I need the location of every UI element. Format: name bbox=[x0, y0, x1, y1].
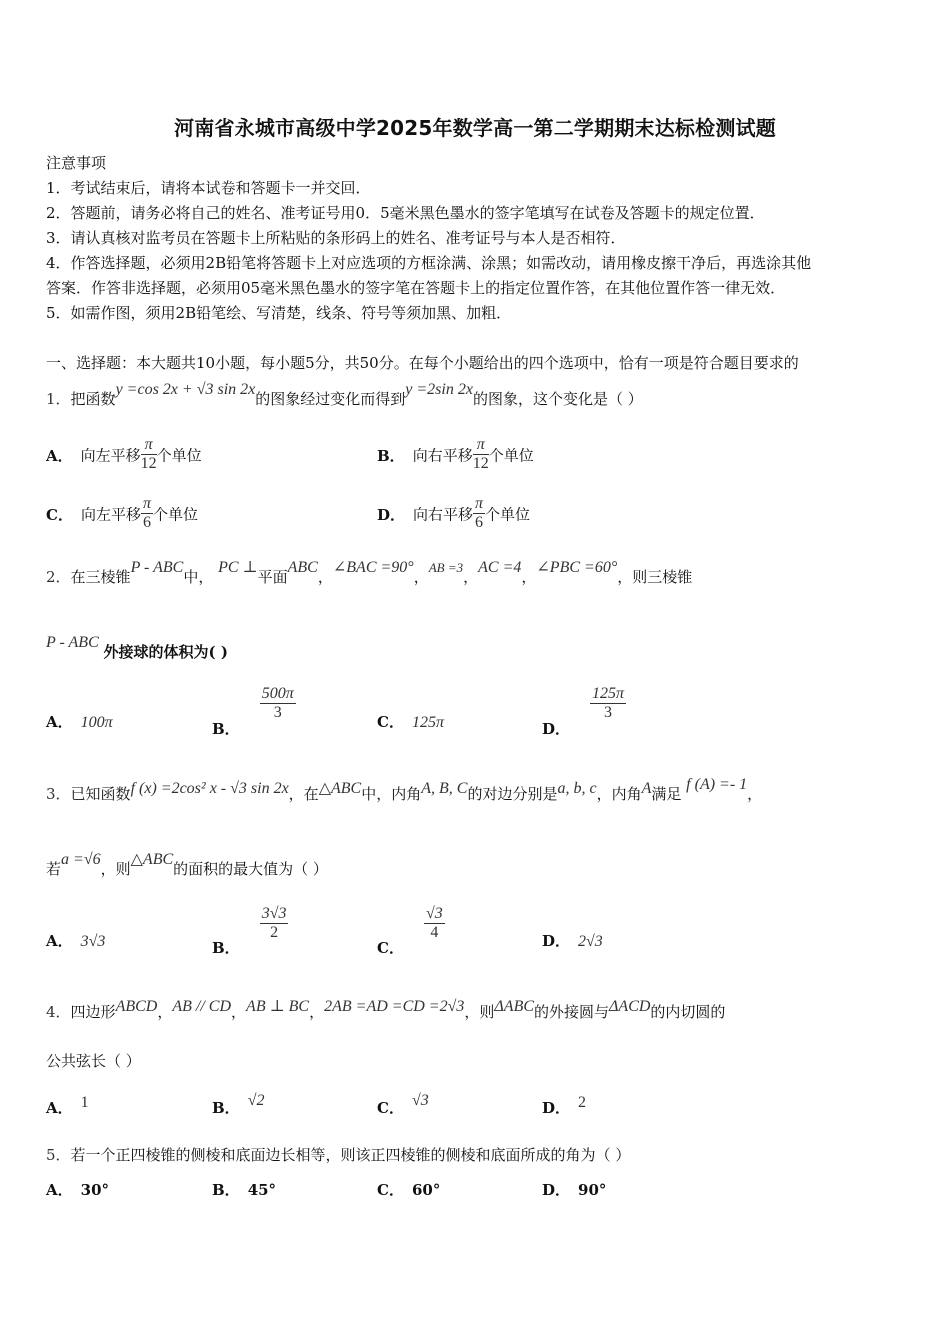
page-title: 河南省永城市高级中学2025年数学高一第二学期期末达标检测试题 bbox=[174, 116, 776, 140]
formula: ΔABC bbox=[494, 998, 535, 1015]
option-label: D． bbox=[542, 719, 571, 738]
option-b[interactable] bbox=[212, 1179, 276, 1200]
option-value: 45° bbox=[247, 1181, 277, 1199]
question-2 bbox=[46, 559, 693, 587]
formula: AB =3 bbox=[428, 560, 464, 575]
option-b[interactable] bbox=[212, 1092, 265, 1118]
notice-item: 3．请认真核对监考员在答题卡上所粘贴的条形码上的姓名、准考证号与本人是否相符． bbox=[46, 229, 626, 247]
formula: 2AB =AD =CD =2√3 bbox=[324, 998, 465, 1015]
fraction bbox=[590, 685, 626, 722]
option-value: 125π bbox=[411, 714, 444, 731]
option-value: 2√3 bbox=[578, 933, 603, 950]
question-text: 四边形 bbox=[70, 1003, 116, 1021]
formula: f (A) =- 1 bbox=[686, 776, 748, 793]
option-label: A． bbox=[46, 932, 73, 950]
fraction-denominator: 12 bbox=[472, 455, 489, 472]
notice-item: 2．答题前，请务必将自己的姓名、准考证号用0．5毫米黑色墨水的签字笔填写在试卷及答题卡的规定位置． bbox=[46, 204, 765, 222]
option-a[interactable] bbox=[46, 1094, 89, 1118]
question-text: ，内角 bbox=[596, 785, 642, 803]
option-d[interactable] bbox=[377, 497, 530, 534]
question-text: 中，内角 bbox=[361, 785, 422, 803]
fraction-numerator: π bbox=[142, 495, 151, 512]
question-text: 在三棱锥 bbox=[70, 568, 131, 586]
option-a[interactable] bbox=[46, 438, 202, 475]
option-text: 向左平移 bbox=[80, 446, 141, 465]
formula: A bbox=[641, 780, 652, 797]
option-c[interactable] bbox=[377, 711, 444, 732]
option-value: √2 bbox=[247, 1092, 265, 1109]
fraction-numerator: 125π bbox=[592, 685, 625, 702]
fraction-denominator: 6 bbox=[142, 514, 151, 531]
formula: AB ⊥ BC bbox=[246, 998, 310, 1015]
question-text: 平面 bbox=[257, 568, 288, 586]
question-1 bbox=[46, 381, 643, 409]
fraction bbox=[260, 685, 296, 722]
question-text: 的图象，这个变化是（ ） bbox=[472, 390, 643, 408]
formula: ΔACD bbox=[609, 998, 651, 1015]
formula: y =2sin 2x bbox=[405, 381, 473, 398]
formula: P - ABC bbox=[130, 559, 184, 576]
question-number: 5． bbox=[46, 1146, 71, 1164]
formula: △ABC bbox=[130, 851, 174, 868]
option-label: A． bbox=[46, 713, 73, 731]
fraction-denominator: 3 bbox=[273, 704, 282, 721]
option-text: 个单位 bbox=[488, 446, 534, 465]
question-text: ， bbox=[309, 1003, 325, 1021]
question-text: ， bbox=[317, 568, 333, 586]
question-text: ， bbox=[413, 568, 429, 586]
option-label: A． bbox=[46, 446, 73, 465]
option-c[interactable] bbox=[46, 497, 198, 534]
section-heading: 一、选择题：本大题共10小题，每小题5分，共50分。在每个小题给出的四个选项中，恰有一项是符合题目要求的 bbox=[46, 354, 799, 372]
question-number: 2． bbox=[46, 568, 71, 586]
formula: a, b, c bbox=[557, 780, 597, 797]
question-text: 外接球的体积为( ) bbox=[103, 643, 228, 661]
option-d[interactable] bbox=[542, 1179, 606, 1200]
option-label: C． bbox=[377, 713, 404, 731]
question-text: 若一个正四棱锥的侧棱和底面边长相等，则该正四棱锥的侧棱和底面所成的角为（ ） bbox=[70, 1146, 631, 1164]
question-text: 的外接圆与 bbox=[534, 1003, 610, 1021]
fraction-numerator: √3 bbox=[425, 905, 443, 922]
formula: P - ABC bbox=[46, 634, 99, 651]
option-text: 个单位 bbox=[485, 505, 531, 524]
option-d[interactable] bbox=[542, 930, 603, 951]
question-text: 的内切圆的 bbox=[650, 1003, 726, 1021]
question-text: 已知函数 bbox=[70, 785, 131, 803]
question-text: 若 bbox=[46, 860, 62, 878]
option-value: 2 bbox=[578, 1094, 587, 1111]
fraction-denominator: 3 bbox=[604, 704, 613, 721]
fraction-denominator: 6 bbox=[475, 514, 484, 531]
option-label: B． bbox=[212, 1099, 240, 1117]
option-label: C． bbox=[377, 1181, 404, 1199]
fraction bbox=[424, 905, 445, 942]
option-d[interactable] bbox=[542, 685, 626, 738]
question-text: ，则三棱锥 bbox=[617, 568, 693, 586]
question-text: ，则 bbox=[464, 1003, 495, 1021]
formula: ABCD bbox=[115, 998, 158, 1015]
option-text: 向左平移 bbox=[80, 505, 141, 524]
option-value: 100π bbox=[80, 714, 113, 731]
option-label: D． bbox=[542, 1099, 571, 1117]
option-label: A． bbox=[46, 1181, 73, 1199]
question-3-cont bbox=[46, 851, 328, 879]
notice-item: 1．考试结束后，请将本试卷和答题卡一并交回． bbox=[46, 179, 371, 197]
option-a[interactable] bbox=[46, 930, 105, 951]
notice-item: 4．作答选择题，必须用2B铅笔将答题卡上对应选项的方框涂满、涂黑；如需改动，请用橡皮擦干净后，再选涂其他 bbox=[46, 254, 812, 272]
question-text: 的面积的最大值为（ ） bbox=[173, 860, 328, 878]
option-label: D． bbox=[377, 505, 406, 524]
option-text: 向右平移 bbox=[413, 505, 474, 524]
fraction-denominator: 4 bbox=[430, 924, 439, 941]
question-text: ， bbox=[157, 1003, 173, 1021]
option-label: C． bbox=[377, 938, 404, 957]
formula: a =√6 bbox=[61, 851, 101, 868]
question-number: 1． bbox=[46, 390, 71, 408]
option-text: 向右平移 bbox=[412, 446, 473, 465]
option-value: √3 bbox=[411, 1092, 429, 1109]
formula: y =cos 2x + √3 sin 2x bbox=[115, 381, 256, 398]
option-label: C． bbox=[377, 1099, 404, 1117]
formula: A, B, C bbox=[421, 780, 468, 797]
formula: AB // CD bbox=[172, 998, 232, 1015]
option-label: B． bbox=[377, 446, 405, 465]
fraction-numerator: π bbox=[473, 436, 489, 455]
fraction-denominator: 12 bbox=[140, 455, 157, 472]
option-b[interactable] bbox=[212, 685, 296, 738]
fraction-numerator: π bbox=[475, 495, 484, 512]
question-text: ， bbox=[747, 785, 763, 803]
question-text: 的图象经过变化而得到 bbox=[255, 390, 406, 408]
question-text: ，在 bbox=[288, 785, 319, 803]
option-label: C． bbox=[46, 505, 73, 524]
option-value: 90° bbox=[578, 1181, 607, 1199]
question-text: ， bbox=[463, 568, 479, 586]
question-text: 把函数 bbox=[70, 390, 116, 408]
notice-heading: 注意事项 bbox=[46, 154, 107, 172]
option-d[interactable] bbox=[542, 1094, 587, 1118]
question-text: 的对边分别是 bbox=[467, 785, 558, 803]
formula: ∠PBC =60° bbox=[536, 559, 618, 576]
fraction bbox=[473, 436, 489, 473]
option-label: B． bbox=[212, 1181, 240, 1199]
question-text: ， bbox=[521, 568, 537, 586]
fraction bbox=[473, 495, 485, 532]
option-value: 3√3 bbox=[80, 933, 106, 950]
question-5 bbox=[46, 1144, 630, 1165]
fraction-numerator: 500π bbox=[261, 685, 294, 702]
formula: f (x) =2cos² x - √3 sin 2x bbox=[130, 780, 289, 797]
formula: PC ⊥ bbox=[218, 559, 258, 576]
formula: △ABC bbox=[318, 780, 362, 797]
option-value: 1 bbox=[80, 1094, 89, 1111]
question-number: 3． bbox=[46, 785, 71, 803]
question-text: 满足 bbox=[651, 785, 682, 803]
notice-item: 5．如需作图，须用2B铅笔绘、写清楚，线条、符号等须加黑、加粗． bbox=[46, 304, 512, 322]
fraction-numerator: 3√3 bbox=[261, 905, 287, 922]
option-c[interactable] bbox=[377, 905, 445, 957]
option-value: 30° bbox=[80, 1181, 110, 1199]
option-label: D． bbox=[542, 1181, 571, 1199]
formula: ABC bbox=[287, 559, 318, 576]
question-3 bbox=[46, 776, 763, 804]
question-text: 中， bbox=[183, 568, 214, 586]
option-a[interactable] bbox=[46, 711, 113, 732]
question-text: ，则 bbox=[100, 860, 131, 878]
fraction bbox=[141, 436, 157, 473]
question-4 bbox=[46, 998, 726, 1022]
question-number: 4． bbox=[46, 1003, 71, 1021]
formula: ∠BAC =90° bbox=[332, 559, 414, 576]
question-2-cont bbox=[46, 634, 228, 662]
question-4-cont: 公共弦长（ ） bbox=[46, 1052, 141, 1070]
notice-item: 答案．作答非选择题，必须用05毫米黑色墨水的签字笔在答题卡上的指定位置作答，在其他位置作答一律无效． bbox=[46, 279, 786, 297]
option-label: B． bbox=[212, 938, 240, 957]
option-a[interactable] bbox=[46, 1179, 109, 1200]
fraction bbox=[260, 905, 289, 942]
option-value: 60° bbox=[411, 1181, 441, 1199]
option-b[interactable] bbox=[377, 438, 534, 475]
option-c[interactable] bbox=[377, 1092, 429, 1118]
question-text: ， bbox=[231, 1003, 247, 1021]
formula: AC =4 bbox=[478, 559, 522, 576]
fraction bbox=[141, 495, 153, 532]
option-b[interactable] bbox=[212, 905, 288, 957]
option-label: A． bbox=[46, 1099, 73, 1117]
fraction-denominator: 2 bbox=[270, 924, 279, 941]
option-text: 个单位 bbox=[156, 446, 202, 465]
option-text: 个单位 bbox=[152, 505, 198, 524]
option-label: B． bbox=[212, 719, 240, 738]
fraction-numerator: π bbox=[141, 436, 157, 455]
option-c[interactable] bbox=[377, 1179, 440, 1200]
option-label: D． bbox=[542, 932, 571, 950]
